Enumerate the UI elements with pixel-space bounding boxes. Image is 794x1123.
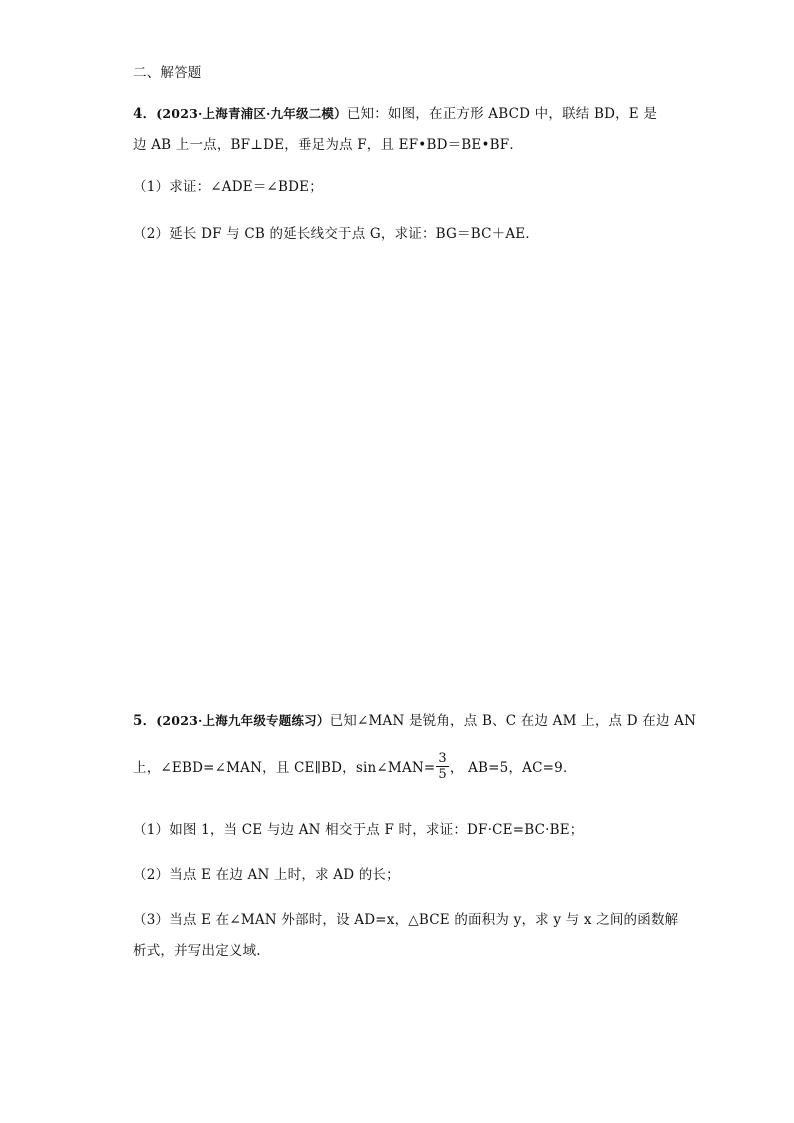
question-5-text-2-post: ， AB=5，AC=9． [449,760,577,776]
question-5-text-1: 已知∠MAN 是锐角，点 B、C 在边 AM 上，点 D 在边 AN [329,713,697,729]
question-4-line-2: 边 AB 上一点，BF⊥DE，垂足为点 F，且 EF•BD＝BE•BF． [133,137,524,153]
question-5-part-1: （1）如图 1，当 CE 与边 AN 相交于点 F 时，求证：DF·CE=BC·BE； [133,822,584,838]
question-5-line-1 [133,712,696,730]
question-4-line-1 [133,105,657,123]
question-4-part-1: （1）求证：∠ADE＝∠BDE； [133,179,323,195]
question-4-text-1: 已知：如图，在正方形 ABCD 中，联结 BD，E 是 [346,106,658,122]
question-4-source: (2023·上海青浦区·九年级二模） [156,106,347,121]
question-4-part-2: （2）延长 DF 与 CB 的延长线交于点 G，求证：BG＝BC＋AE． [133,226,540,242]
question-5-part-2: （2）当点 E 在边 AN 上时，求 AD 的长； [133,867,400,883]
question-4-number: 4． [133,106,157,122]
question-5-part-3-line-1: （3）当点 E 在∠MAN 外部时，设 AD=x，△BCE 的面积为 y，求 y 与 x 之间的函数解 [133,912,679,928]
question-5-line-2 [133,753,577,784]
question-5-part-3-line-2: 析式，并写出定义域. [133,943,261,959]
question-5-number: 5． [133,713,157,729]
fraction-denominator: 5 [438,767,447,782]
section-title: 二、解答题 [133,65,202,81]
question-5-text-2-pre: 上，∠EBD=∠MAN，且 CE∥BD，sin∠MAN= [133,760,436,776]
fraction-numerator: 3 [438,751,447,766]
sin-fraction [436,751,448,782]
question-5-source: (2023·上海九年级专题练习） [156,713,330,728]
